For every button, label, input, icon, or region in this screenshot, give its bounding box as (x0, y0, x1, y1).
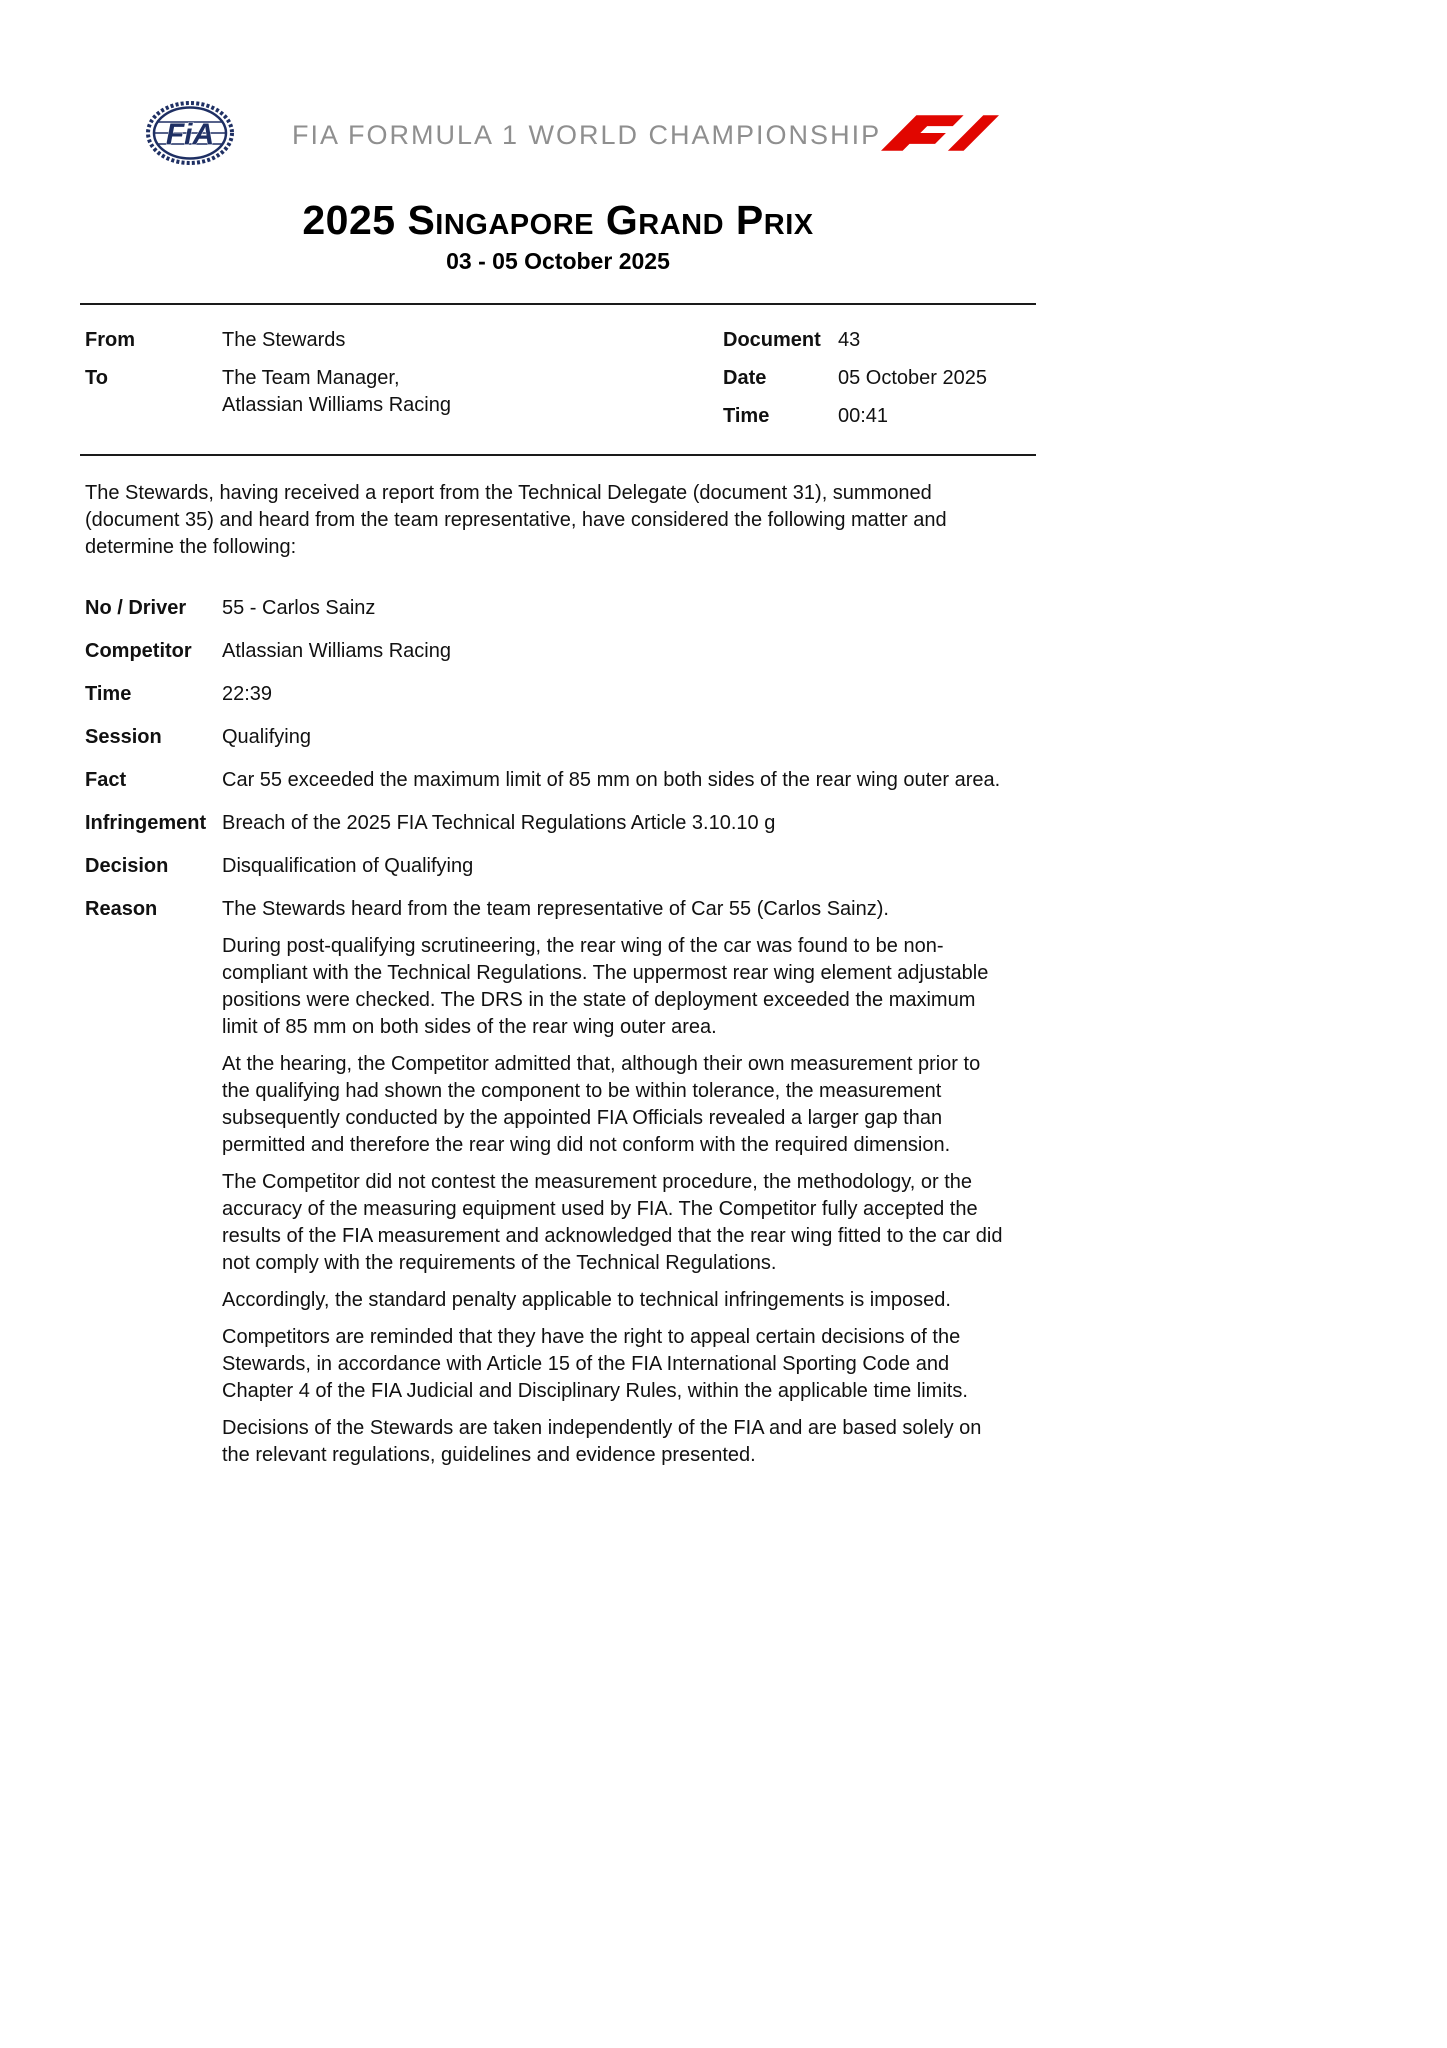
from-value: The Stewards (222, 329, 346, 351)
field-row-decision (85, 853, 1036, 880)
document-header (80, 103, 1036, 167)
to-value-line1: The Team Manager, (222, 367, 400, 389)
to-value-line2: Atlassian Williams Racing (222, 394, 451, 416)
field-value: 22:39 (222, 683, 273, 705)
field-label: Competitor (85, 640, 192, 662)
field-row-no-driver (85, 595, 1036, 622)
field-label: Reason (85, 898, 158, 920)
field-value: Qualifying (222, 726, 311, 748)
to-value (222, 365, 451, 419)
fia-logo-icon (146, 101, 234, 170)
event-title: 2025 Singapore Grand Prix (302, 197, 814, 243)
championship-title: FIA FORMULA 1 WORLD CHAMPIONSHIP (292, 119, 882, 150)
field-value: Car 55 exceeded the maximum limit of 85 mm on both sides of the rear wing outer area. (222, 769, 1001, 791)
reason-paragraph: The Competitor did not contest the measurement procedure, the methodology, or the accuracy of the measuring equipment used by FIA. The Competitor fully accepted the results of the FIA measurement and acknowledged that the rear wing fitted to the car did not comply with the requirements of the Technical Regulations. (222, 1171, 1003, 1274)
to-label: To (85, 367, 108, 389)
field-label: Infringement (85, 812, 207, 834)
decision-fields (85, 595, 1036, 1469)
reason-paragraphs (222, 896, 1012, 1469)
date-label: Date (723, 367, 767, 389)
field-value: 55 - Carlos Sainz (222, 597, 376, 619)
reason-paragraph: During post-qualifying scrutineering, the rear wing of the car was found to be non-compliant with the Technical Regulations. The uppermost rear wing element adjustable positions were checked. The DRS in the state of deployment exceeded the maximum limit of 85 mm on both sides of the rear wing outer area. (222, 935, 989, 1038)
field-row-session (85, 724, 1036, 751)
f1-logo-icon (881, 115, 999, 156)
reason-paragraph: The Stewards heard from the team representative of Car 55 (Carlos Sainz). (222, 898, 889, 920)
date-value: 05 October 2025 (838, 367, 987, 389)
meta-time-row (723, 403, 987, 430)
field-row-fact (85, 767, 1036, 794)
field-value: Atlassian Williams Racing (222, 640, 451, 662)
field-label: No / Driver (85, 597, 187, 619)
field-row-reason (85, 896, 1036, 1469)
field-value: Disqualification of Qualifying (222, 855, 474, 877)
field-value: Breach of the 2025 FIA Technical Regulations Article 3.10.10 g (222, 812, 776, 834)
from-label: From (85, 329, 135, 351)
reason-paragraph: Decisions of the Stewards are taken independently of the FIA and are based solely on the relevant regulations, guidelines and evidence presented. (222, 1417, 982, 1466)
meta-section (80, 305, 1036, 454)
field-row-infringement (85, 810, 1036, 837)
fia-logo-letters: FiA (165, 117, 215, 151)
event-dates: 03 - 05 October 2025 (446, 248, 670, 274)
time-value: 00:41 (838, 405, 889, 427)
field-label: Session (85, 726, 162, 748)
meta-right-column (723, 327, 987, 441)
field-label: Decision (85, 855, 169, 877)
divider-bottom (80, 454, 1036, 456)
document-value: 43 (838, 329, 861, 351)
intro-paragraph: The Stewards, having received a report from the Technical Delegate (document 31), summoned (document 35) and heard from the team representative, have considered the following matter and determine the following: (85, 482, 947, 558)
field-label: Fact (85, 769, 127, 791)
field-label: Time (85, 683, 132, 705)
time-label: Time (723, 405, 770, 427)
document-content (80, 0, 1036, 1485)
meta-date-row (723, 365, 987, 392)
reason-paragraph: Accordingly, the standard penalty applicable to technical infringements is imposed. (222, 1289, 951, 1311)
field-row-competitor (85, 638, 1036, 665)
reason-paragraph: At the hearing, the Competitor admitted that, although their own measurement prior to the qualifying had shown the component to be within tolerance, the measurement subsequently conducted by the appointed FIA Officials revealed a larger gap than permitted and therefore the rear wing did not conform with the required dimension. (222, 1053, 981, 1156)
field-row-time (85, 681, 1036, 708)
meta-document-row (723, 327, 987, 354)
document-label: Document (723, 329, 821, 351)
reason-paragraph: Competitors are reminded that they have the right to appeal certain decisions of the Stewards, in accordance with Article 15 of the FIA International Sporting Code and Chapter 4 of the FIA Judicial and Disciplinary Rules, within the applicable time limits. (222, 1326, 968, 1402)
